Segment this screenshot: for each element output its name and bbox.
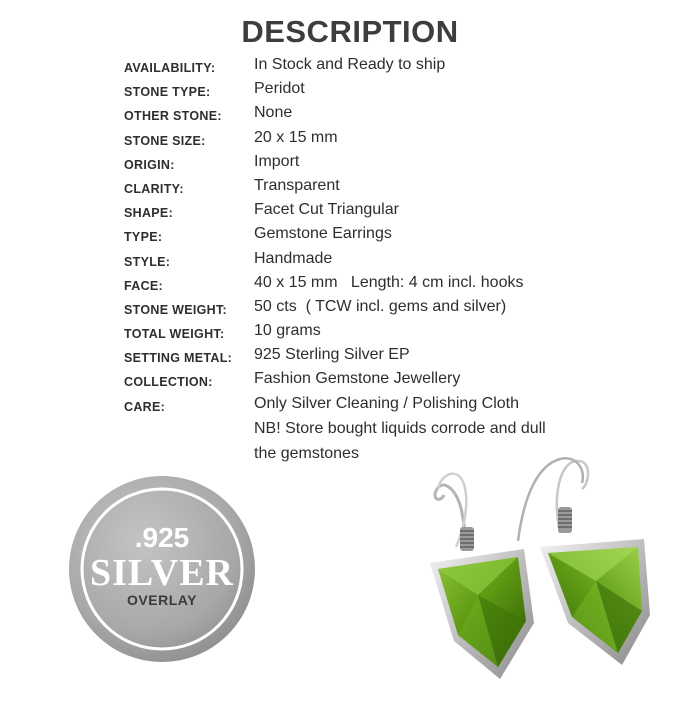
spec-value: 925 Sterling Silver EP (254, 346, 410, 364)
spec-value: Import (254, 152, 300, 170)
spec-label: SHAPE: (124, 206, 174, 221)
spec-value: Only Silver Cleaning / Polishing Cloth (254, 394, 520, 412)
product-photo (400, 455, 700, 700)
spec-value: None (254, 104, 293, 122)
spec-label: SETTING METAL: (124, 351, 233, 366)
page-title: DESCRIPTION (241, 14, 459, 49)
spec-value: Facet Cut Triangular (254, 201, 399, 219)
spec-label: TYPE: (124, 230, 163, 245)
spec-value: 10 grams (254, 322, 321, 340)
spec-label: CARE: (124, 399, 166, 414)
spec-label: COLLECTION: (124, 375, 213, 390)
spec-value: Transparent (254, 176, 340, 194)
badge-metal: SILVER (89, 552, 234, 594)
badge-finish: OVERLAY (127, 592, 197, 608)
badge-purity: .925 (134, 522, 190, 553)
care-note-line-1: NB! Store bought liquids corrode and dull (254, 420, 546, 437)
spec-label: AVAILABILITY: (124, 61, 216, 75)
spec-value: Fashion Gemstone Jewellery (254, 370, 461, 388)
spec-label: OTHER STONE: (124, 109, 222, 124)
spec-value: Gemstone Earrings (254, 225, 392, 243)
spec-label: STYLE: (124, 254, 171, 269)
peridot-earrings-icon (400, 455, 700, 700)
spec-label: CLARITY: (124, 181, 184, 196)
spec-value: Handmade (254, 249, 333, 267)
spec-value: In Stock and Ready to ship (254, 56, 446, 73)
spec-value: 40 x 15 mm Length: 4 cm incl. hooks (254, 273, 524, 291)
spec-value: 50 cts ( TCW incl. gems and silver) (254, 297, 507, 315)
spec-value: 20 x 15 mm (254, 128, 338, 146)
spec-label: STONE WEIGHT: (124, 302, 227, 317)
spec-value: Peridot (254, 80, 305, 98)
spec-label: TOTAL WEIGHT: (124, 327, 225, 342)
spec-label: STONE TYPE: (124, 85, 211, 100)
silver-overlay-badge (67, 474, 257, 664)
spec-label: ORIGIN: (124, 157, 175, 172)
spec-label: FACE: (124, 278, 163, 293)
care-note-line-2: the gemstones (254, 445, 359, 462)
spec-label: STONE SIZE: (124, 133, 206, 148)
